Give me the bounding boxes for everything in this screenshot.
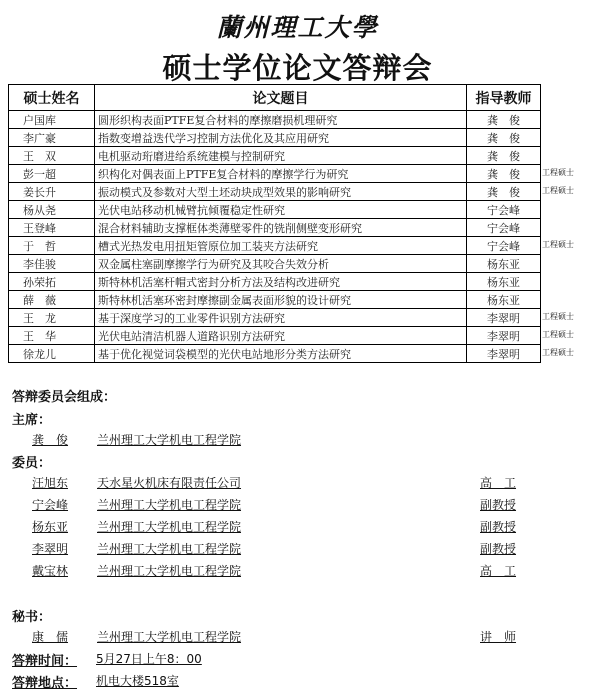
student-name: 薛 薇: [9, 291, 95, 309]
table-row: [9, 165, 541, 183]
chair-label: 主席：: [12, 413, 52, 428]
table-row: [9, 291, 541, 309]
advisor-name: 龚 俊: [467, 147, 541, 165]
chair-name: 龚 俊: [32, 433, 69, 447]
degree-note: [542, 128, 595, 146]
member-name: 宁会峰: [32, 498, 69, 512]
defense-schedule-table: [8, 84, 541, 363]
table-row: [9, 129, 541, 147]
secretary-name: 康 儒: [32, 630, 69, 644]
advisor-name: 杨东亚: [467, 291, 541, 309]
thesis-topic: 电机驱动珩磨进给系统建模与控制研究: [95, 147, 467, 165]
thesis-topic: 光伏电站移动机械臂抗倾覆稳定性研究: [95, 201, 467, 219]
advisor-name: 宁会峰: [467, 219, 541, 237]
degree-note: 工程硕士: [542, 312, 574, 321]
chair-organization: 兰州理工大学机电工程学院: [97, 433, 242, 447]
table-row: [9, 111, 541, 129]
student-name: 彭一超: [9, 165, 95, 183]
student-name: 徐龙儿: [9, 345, 95, 363]
member-title: 副教授: [480, 520, 517, 534]
advisor-name: 龚 俊: [467, 129, 541, 147]
student-name: 王 华: [9, 327, 95, 345]
degree-note: [542, 290, 595, 308]
degree-note: [542, 254, 595, 272]
degree-note: 工程硕士: [542, 240, 574, 249]
table-header-row: [9, 85, 541, 111]
member-name: 汪旭东: [32, 476, 69, 490]
member-organization: 兰州理工大学机电工程学院: [97, 520, 242, 534]
degree-note: [542, 110, 595, 128]
table-row: [9, 201, 541, 219]
table-row: [9, 147, 541, 165]
column-header-topic: 论文题目: [95, 85, 467, 111]
student-name: 孙荣拓: [9, 273, 95, 291]
thesis-topic: 混合材料辅助支撑框体类薄壁零件的铣削侧壁变形研究: [95, 219, 467, 237]
table-body: [9, 111, 541, 363]
degree-note: [542, 200, 595, 218]
member-title: 副教授: [480, 498, 517, 512]
defense-time-value: 5月27日上午8：00: [96, 652, 202, 666]
advisor-name: 杨东亚: [467, 255, 541, 273]
student-name: 李广豪: [9, 129, 95, 147]
degree-note: 工程硕士: [542, 168, 574, 177]
table-row: [9, 183, 541, 201]
table-row: [9, 273, 541, 291]
secretary-organization: 兰州理工大学机电工程学院: [97, 630, 242, 644]
committee-heading: 答辩委员会组成：: [12, 390, 117, 405]
student-name: 王 龙: [9, 309, 95, 327]
table-row: [9, 345, 541, 363]
secretary-label: 秘书：: [12, 610, 52, 625]
defense-location-value: 机电大楼518室: [96, 674, 179, 688]
table-row: [9, 219, 541, 237]
secretary-title: 讲 师: [480, 630, 517, 644]
member-organization: 兰州理工大学机电工程学院: [97, 564, 242, 578]
student-name: 姜长升: [9, 183, 95, 201]
degree-type-notes: [542, 110, 595, 362]
advisor-name: 龚 俊: [467, 111, 541, 129]
student-name: 杨从尧: [9, 201, 95, 219]
member-name: 戴宝林: [32, 564, 69, 578]
advisor-name: 宁会峰: [467, 237, 541, 255]
member-name: 杨东亚: [32, 520, 69, 534]
thesis-topic: 织构化对偶表面上PTFE复合材料的摩擦学行为研究: [95, 165, 467, 183]
table-row: [9, 255, 541, 273]
member-organization: 天水星火机床有限责任公司: [97, 476, 242, 490]
advisor-name: 杨东亚: [467, 273, 541, 291]
members-label: 委员：: [12, 456, 52, 471]
thesis-topic: 双金属柱塞副摩擦学行为研究及其咬合失效分析: [95, 255, 467, 273]
advisor-name: 龚 俊: [467, 165, 541, 183]
student-name: 王登峰: [9, 219, 95, 237]
advisor-name: 李翠明: [467, 345, 541, 363]
thesis-topic: 指数变增益迭代学习控制方法优化及其应用研究: [95, 129, 467, 147]
column-header-advisor: 指导教师: [467, 85, 541, 111]
thesis-topic: 圆形织构表面PTFE复合材料的摩擦磨损机理研究: [95, 111, 467, 129]
table-row: [9, 327, 541, 345]
member-organization: 兰州理工大学机电工程学院: [97, 542, 242, 556]
defense-time-label: 答辩时间：: [12, 654, 78, 669]
table-row: [9, 309, 541, 327]
advisor-name: 李翠明: [467, 327, 541, 345]
student-name: 户国库: [9, 111, 95, 129]
defense-location: [12, 672, 179, 691]
degree-note: [542, 146, 595, 164]
page-title: 硕士学位论文答辩会: [162, 51, 433, 85]
member-name: 李翠明: [32, 542, 69, 556]
defense-time: [12, 650, 202, 669]
student-name: 于 哲: [9, 237, 95, 255]
thesis-topic: 振动模式及参数对大型土坯动块成型效果的影响研究: [95, 183, 467, 201]
table-row: [9, 237, 541, 255]
thesis-topic: 斯特林机活塞环密封摩擦副金属表面形貌的设计研究: [95, 291, 467, 309]
thesis-topic: 槽式光热发电用扭矩管原位加工装夹方法研究: [95, 237, 467, 255]
degree-note: 工程硕士: [542, 330, 574, 339]
column-header-name: 硕士姓名: [9, 85, 95, 111]
advisor-name: 龚 俊: [467, 183, 541, 201]
member-title: 高 工: [480, 476, 517, 490]
university-logo: 蘭州理工大學: [216, 13, 379, 42]
defense-location-label: 答辩地点：: [12, 676, 78, 691]
member-organization: 兰州理工大学机电工程学院: [97, 498, 242, 512]
degree-note: [542, 272, 595, 290]
student-name: 王 双: [9, 147, 95, 165]
member-title: 副教授: [480, 542, 517, 556]
thesis-topic: 基于深度学习的工业零件识别方法研究: [95, 309, 467, 327]
thesis-topic: 光伏电站清洁机器人道路识别方法研究: [95, 327, 467, 345]
member-title: 高 工: [480, 564, 517, 578]
advisor-name: 宁会峰: [467, 201, 541, 219]
degree-note: 工程硕士: [542, 348, 574, 357]
degree-note: [542, 218, 595, 236]
thesis-topic: 斯特林机活塞杆帽式密封分析方法及结构改进研究: [95, 273, 467, 291]
student-name: 李佳骏: [9, 255, 95, 273]
degree-note: 工程硕士: [542, 186, 574, 195]
advisor-name: 李翠明: [467, 309, 541, 327]
thesis-topic: 基于优化视觉词袋模型的光伏电站地形分类方法研究: [95, 345, 467, 363]
